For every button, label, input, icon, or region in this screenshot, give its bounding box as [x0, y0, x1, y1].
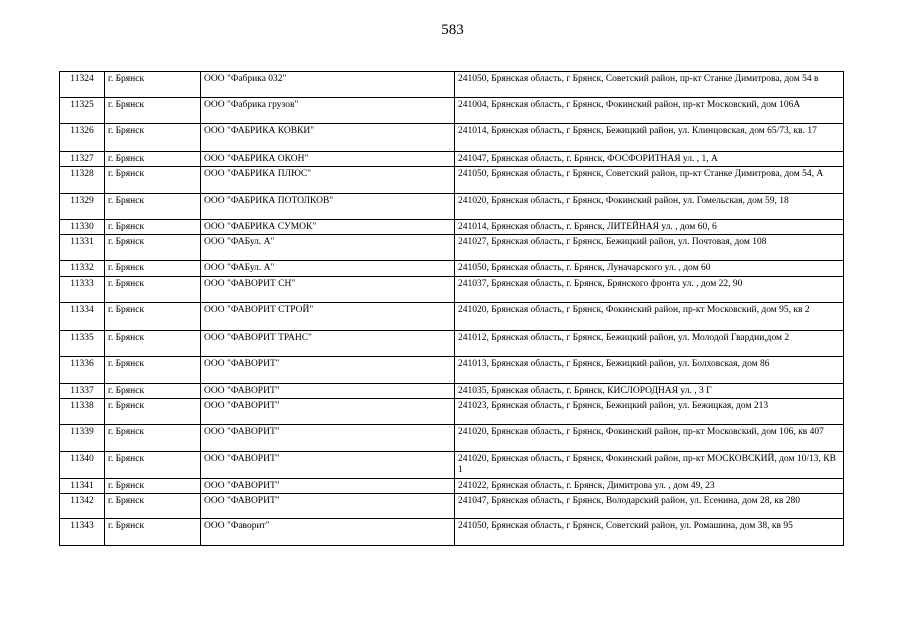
- row-number-cell: 11336: [60, 357, 105, 384]
- table-row: [60, 479, 844, 494]
- organization-cell: ООО "Фабрика 032": [201, 72, 455, 98]
- address-cell: 241050, Брянская область, г. Брянск, Луначарского ул. , дом 60: [455, 261, 844, 277]
- city-cell: г. Брянск: [105, 519, 201, 546]
- organization-cell: ООО "ФАВОРИТ": [201, 479, 455, 494]
- row-number-cell: 11339: [60, 425, 105, 452]
- table-row: [60, 152, 844, 167]
- address-cell: 241037, Брянская область, г. Брянск, Брянского фронта ул. , дом 22, 90: [455, 277, 844, 303]
- table-row: [60, 357, 844, 384]
- address-cell: 241014, Брянская область, г Брянск, Бежицкий район, ул. Клинцовская, дом 65/73, кв. 17: [455, 124, 844, 152]
- address-cell: 241047, Брянская область, г Брянск, Володарский район, ул. Есенина, дом 28, кв 280: [455, 494, 844, 519]
- table-row: [60, 235, 844, 261]
- row-number-cell: 11327: [60, 152, 105, 167]
- row-number-cell: 11324: [60, 72, 105, 98]
- city-cell: г. Брянск: [105, 235, 201, 261]
- table-row: [60, 519, 844, 546]
- table-row: [60, 331, 844, 357]
- organization-cell: ООО "ФАВОРИТ": [201, 494, 455, 519]
- table-row: [60, 399, 844, 425]
- city-cell: г. Брянск: [105, 220, 201, 235]
- city-cell: г. Брянск: [105, 277, 201, 303]
- table-row: [60, 124, 844, 152]
- address-cell: 241050, Брянская область, г Брянск, Советский район, пр-кт Станке Димитрова, дом 54 в: [455, 72, 844, 98]
- address-cell: 241022, Брянская область, г. Брянск, Димитрова ул. , дом 49, 23: [455, 479, 844, 494]
- organization-cell: ООО "ФАВОРИТ": [201, 425, 455, 452]
- address-cell: 241050, Брянская область, г Брянск, Советский район, пр-кт Станке Димитрова, дом 54, А: [455, 167, 844, 194]
- address-cell: 241013, Брянская область, г Брянск, Бежицкий район, ул. Болховская, дом 86: [455, 357, 844, 384]
- address-cell: 241020, Брянская область, г Брянск, Фокинский район, ул. Гомельская, дом 59, 18: [455, 194, 844, 220]
- address-cell: 241020, Брянская область, г Брянск, Фокинский район, пр-кт Московский, дом 95, кв 2: [455, 303, 844, 331]
- table-row: [60, 220, 844, 235]
- city-cell: г. Брянск: [105, 124, 201, 152]
- row-number-cell: 11335: [60, 331, 105, 357]
- organization-cell: ООО "ФАБРИКА КОВКИ": [201, 124, 455, 152]
- organization-cell: ООО "Фабрика грузов": [201, 98, 455, 124]
- city-cell: г. Брянск: [105, 167, 201, 194]
- organization-cell: ООО "ФАБРИКА ОКОН": [201, 152, 455, 167]
- address-cell: 241012, Брянская область, г Брянск, Бежицкий район, ул. Молодой Гвардии,дом 2: [455, 331, 844, 357]
- organization-registry-table: [59, 71, 844, 546]
- table-row: [60, 72, 844, 98]
- table-row: [60, 303, 844, 331]
- organization-cell: ООО "ФАВОРИТ СТРОЙ": [201, 303, 455, 331]
- address-cell: 241014, Брянская область, г. Брянск, ЛИТЕЙНАЯ ул. , дом 60, 6: [455, 220, 844, 235]
- city-cell: г. Брянск: [105, 152, 201, 167]
- row-number-cell: 11331: [60, 235, 105, 261]
- city-cell: г. Брянск: [105, 261, 201, 277]
- row-number-cell: 11343: [60, 519, 105, 546]
- city-cell: г. Брянск: [105, 357, 201, 384]
- organization-cell: ООО "ФАВОРИТ СН": [201, 277, 455, 303]
- organization-cell: ООО "ФАБРИКА ПОТОЛКОВ": [201, 194, 455, 220]
- city-cell: г. Брянск: [105, 452, 201, 479]
- organization-cell: ООО "ФАВОРИТ": [201, 399, 455, 425]
- organization-cell: ООО "ФАВОРИТ ТРАНС": [201, 331, 455, 357]
- table-row: [60, 425, 844, 452]
- table-row: [60, 277, 844, 303]
- city-cell: г. Брянск: [105, 194, 201, 220]
- row-number-cell: 11340: [60, 452, 105, 479]
- address-cell: 241047, Брянская область, г. Брянск, ФОСФОРИТНАЯ ул. , 1, А: [455, 152, 844, 167]
- row-number-cell: 11337: [60, 384, 105, 399]
- row-number-cell: 11334: [60, 303, 105, 331]
- row-number-cell: 11341: [60, 479, 105, 494]
- address-cell: 241004, Брянская область, г Брянск, Фокинский район, пр-кт Московский, дом 106А: [455, 98, 844, 124]
- table-row: [60, 194, 844, 220]
- table-row: [60, 452, 844, 479]
- address-cell: 241020, Брянская область, г Брянск, Фокинский район, пр-кт Московский, дом 106, кв 407: [455, 425, 844, 452]
- city-cell: г. Брянск: [105, 384, 201, 399]
- table-row: [60, 494, 844, 519]
- row-number-cell: 11342: [60, 494, 105, 519]
- row-number-cell: 11338: [60, 399, 105, 425]
- city-cell: г. Брянск: [105, 331, 201, 357]
- city-cell: г. Брянск: [105, 72, 201, 98]
- row-number-cell: 11330: [60, 220, 105, 235]
- city-cell: г. Брянск: [105, 494, 201, 519]
- address-cell: 241020, Брянская область, г Брянск, Фокинский район, пр-кт МОСКОВСКИЙ, дом 10/13, КВ 1: [455, 452, 844, 479]
- city-cell: г. Брянск: [105, 98, 201, 124]
- address-cell: 241027, Брянская область, г Брянск, Бежицкий район, ул. Почтовая, дом 108: [455, 235, 844, 261]
- table-row: [60, 384, 844, 399]
- organization-cell: ООО "ФАВОРИТ": [201, 384, 455, 399]
- organization-cell: ООО "ФАБРИКА ПЛЮС": [201, 167, 455, 194]
- city-cell: г. Брянск: [105, 425, 201, 452]
- organization-cell: ООО "ФАБул. А": [201, 261, 455, 277]
- table-row: [60, 167, 844, 194]
- row-number-cell: 11329: [60, 194, 105, 220]
- page-number: 583: [441, 22, 464, 38]
- table-row: [60, 261, 844, 277]
- organization-cell: ООО "ФАВОРИТ": [201, 452, 455, 479]
- address-cell: 241023, Брянская область, г Брянск, Бежицкий район, ул. Бежицкая, дом 213: [455, 399, 844, 425]
- row-number-cell: 11325: [60, 98, 105, 124]
- organization-cell: ООО "ФАБул. А": [201, 235, 455, 261]
- city-cell: г. Брянск: [105, 399, 201, 425]
- row-number-cell: 11332: [60, 261, 105, 277]
- city-cell: г. Брянск: [105, 479, 201, 494]
- address-cell: 241050, Брянская область, г Брянск, Советский район, ул. Ромашина, дом 38, кв 95: [455, 519, 844, 546]
- organization-cell: ООО "Фаворит": [201, 519, 455, 546]
- row-number-cell: 11326: [60, 124, 105, 152]
- city-cell: г. Брянск: [105, 303, 201, 331]
- row-number-cell: 11333: [60, 277, 105, 303]
- organization-cell: ООО "ФАБРИКА СУМОК": [201, 220, 455, 235]
- row-number-cell: 11328: [60, 167, 105, 194]
- organization-cell: ООО "ФАВОРИТ": [201, 357, 455, 384]
- address-cell: 241035, Брянская область, г. Брянск, КИСЛОРОДНАЯ ул. , 3 Г: [455, 384, 844, 399]
- table-row: [60, 98, 844, 124]
